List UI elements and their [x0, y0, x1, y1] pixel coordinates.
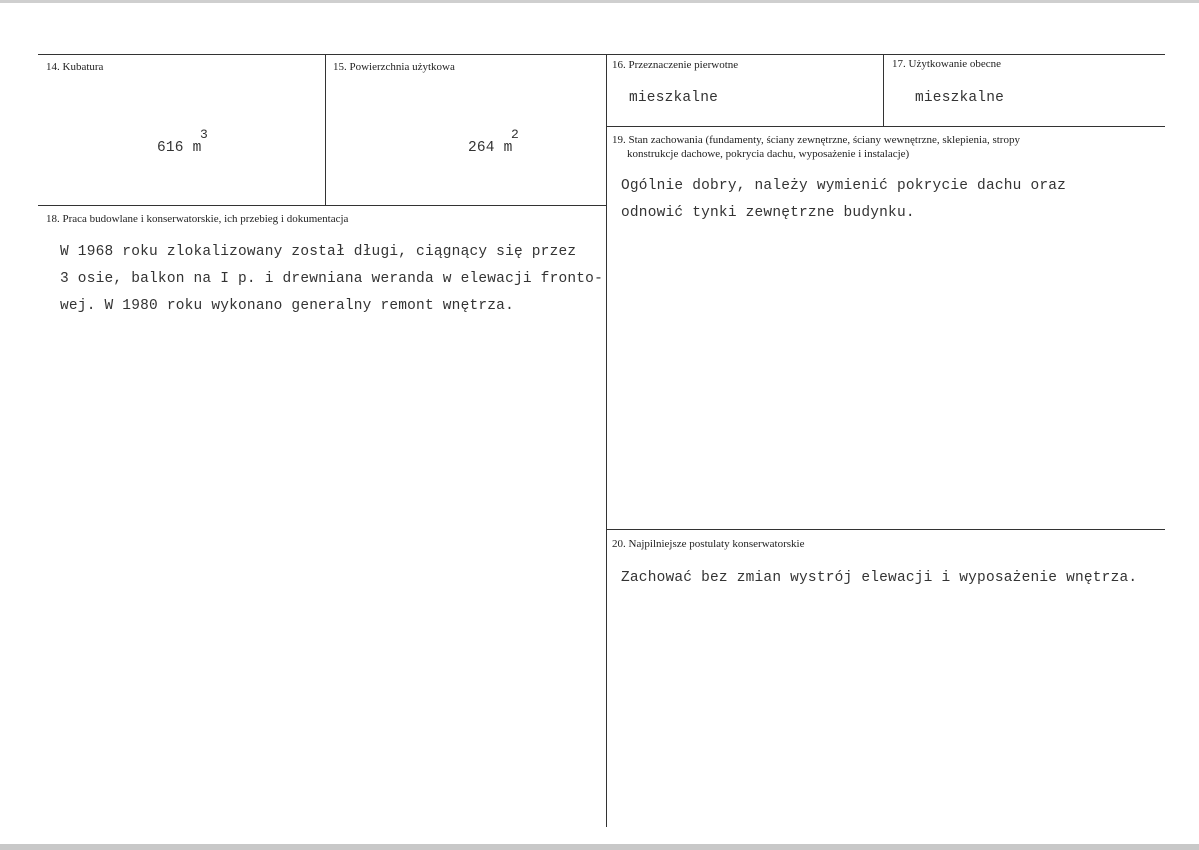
divider-center	[606, 54, 607, 827]
divider-14-15	[325, 54, 326, 205]
rule-left-mid	[38, 205, 606, 206]
rule-right-lower	[606, 529, 1165, 530]
rule-right-upper	[606, 126, 1165, 127]
stan-text	[621, 173, 1066, 227]
powierzchnia-exponent: 2	[511, 127, 519, 142]
stan-line: Ogólnie dobry, należy wymienić pokrycie dachu oraz	[621, 178, 1067, 194]
stan-label-line1: 19. Stan zachowania (fundamenty, ściany zewnętrzne, ściany wewnętrzne, sklepienia, stropy	[612, 134, 1020, 146]
kubatura-value: 616 m	[157, 140, 202, 156]
rule-top	[38, 54, 1165, 55]
powierzchnia-label: 15. Powierzchnia użytkowa	[333, 61, 455, 73]
scan-edge-bottom	[0, 844, 1199, 850]
prace-line: wej. W 1980 roku wykonano generalny remont wnętrza.	[60, 298, 514, 314]
uzytkowanie-value: mieszkalne	[915, 90, 1005, 106]
stan-label-line2: konstrukcje dachowe, pokrycia dachu, wyposażenie i instalacje)	[627, 148, 910, 160]
prace-line: 3 osie, balkon na I p. i drewniana weranda w elewacji fronto-	[60, 271, 603, 287]
scan-edge-top	[0, 0, 1199, 3]
kubatura-label: 14. Kubatura	[46, 61, 104, 73]
postulaty-label: 20. Najpilniejsze postulaty konserwatorskie	[612, 538, 805, 550]
divider-16-17	[883, 54, 884, 126]
prace-text	[60, 239, 603, 320]
stan-line: odnowić tynki zewnętrzne budynku.	[621, 205, 915, 221]
prace-line: W 1968 roku zlokalizowany został długi, ciągnący się przez	[60, 244, 577, 260]
powierzchnia-value: 264 m	[468, 140, 513, 156]
przeznaczenie-value: mieszkalne	[629, 90, 719, 106]
przeznaczenie-label: 16. Przeznaczenie pierwotne	[612, 59, 739, 71]
kubatura-exponent: 3	[200, 127, 208, 142]
uzytkowanie-label: 17. Użytkowanie obecne	[892, 58, 1002, 70]
prace-label: 18. Praca budowlane i konserwatorskie, ich przebieg i dokumentacja	[46, 213, 349, 225]
postulaty-text: Zachować bez zmian wystrój elewacji i wyposażenie wnętrza.	[621, 570, 1138, 586]
